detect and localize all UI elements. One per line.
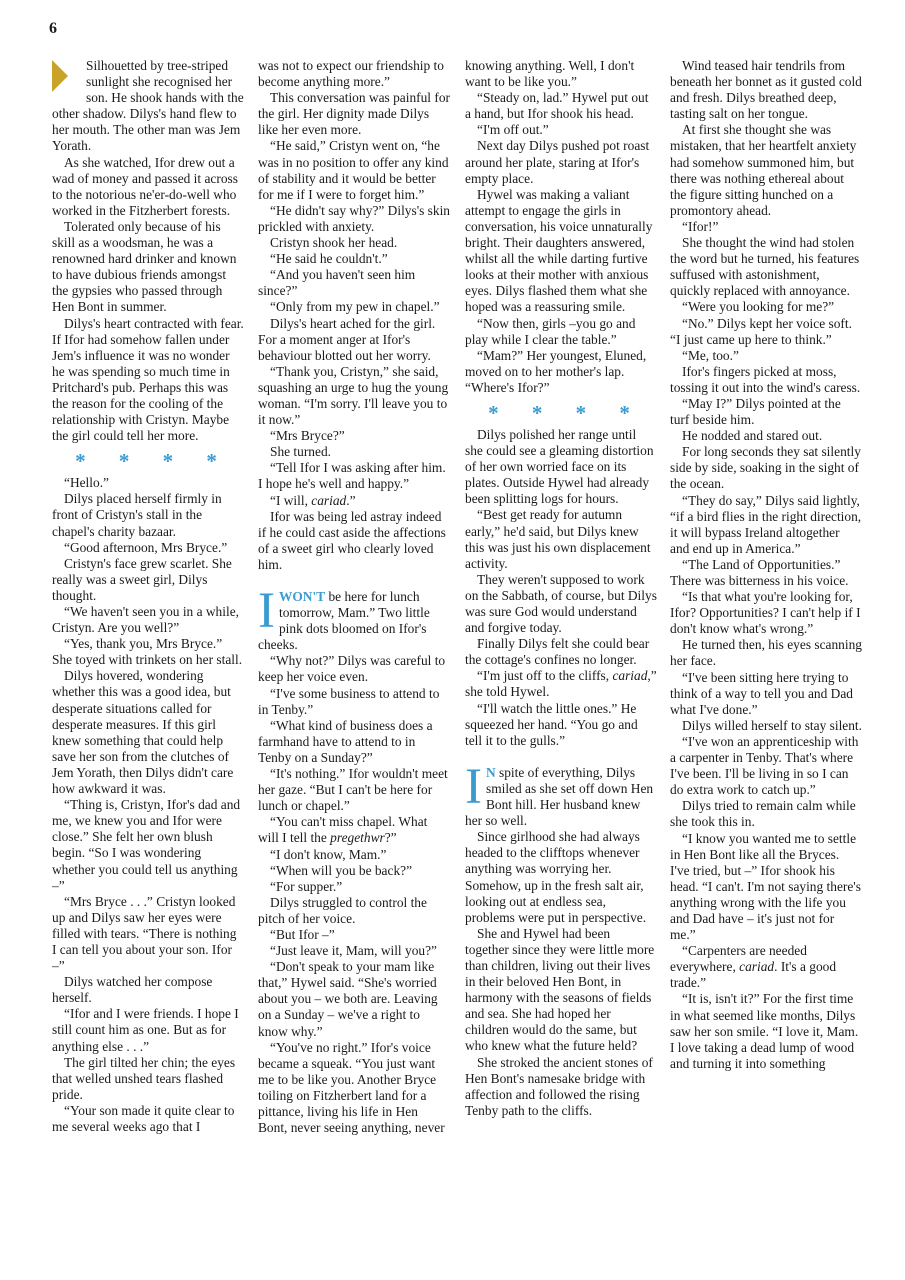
text-column-1: [52, 58, 244, 1135]
section-break-stars: * * * *: [75, 449, 231, 474]
paragraph: Finally Dilys felt she could bear the cottage's confines no longer.: [465, 636, 650, 668]
paragraph: “Were you looking for me?”: [682, 299, 835, 315]
paragraph: “Thing is, Cristyn, Ifor's dad and me, we knew you and Ifor were close.” She felt her own blush begin. “So I was wondering whether you could tell us anything –”: [52, 797, 241, 893]
paragraph: “You've no right.” Ifor's voice became a squeak. “You just want me to be like you. Another Bryce toiling on Fitzherbert land for a pittance, living his life in Hen Bont, never seeing anything, never: [258, 1039, 445, 1136]
paragraph: [258, 814, 450, 846]
paragraph: [670, 943, 862, 991]
paragraph: “It is, isn't it?” For the first time in what seemed like months, Dilys saw her son smile. “I love it, Mam. I love taking a dead lump of wood and turning it into something: [670, 991, 859, 1071]
paragraph: “Hello.”: [64, 475, 109, 491]
lead-in-caps: WON'T: [278, 589, 326, 604]
paragraph: “Only from my pew in chapel.”: [270, 299, 440, 315]
paragraph: “Why not?” Dilys was careful to keep her voice even.: [258, 653, 446, 685]
paragraph: “Is that what you're looking for, Ifor? Opportunities? I can't help if I don't know what's wrong.”: [670, 589, 861, 637]
paragraph: Dilys willed herself to stay silent.: [682, 717, 863, 733]
paragraph: He nodded and stared out.: [682, 428, 823, 444]
emphasis-word: cariad: [739, 959, 775, 975]
paragraph: “May I?” Dilys pointed at the turf beside him.: [670, 395, 841, 428]
emphasis-word: pregethwr: [330, 830, 385, 846]
paragraph: “We haven't seen you in a while, Cristyn. Are you well?”: [52, 604, 239, 636]
paragraph: They weren't supposed to work on the Sabbath, of course, but Dilys was sure God would understand and forgive today.: [465, 571, 657, 636]
paragraph-text: .”: [346, 492, 356, 508]
section-gap: [465, 749, 657, 759]
paragraph: Ifor's fingers picked at moss, tossing it out into the wind's caress.: [670, 363, 861, 395]
paragraph: “Mrs Bryce . . .” Cristyn looked up and Dilys saw her eyes were filled with tears. “There is nothing I can tell you about your son. Ifor –”: [52, 893, 237, 974]
paragraph: Dilys watched her compose herself.: [52, 974, 213, 1006]
paragraph: “Don't speak to your mam like that,” Hywel said. “She's worried about you – we both are. Leaving on a Sunday – we've a right to know why.”: [258, 959, 438, 1039]
paragraph: “I'm off out.”: [477, 122, 549, 138]
drop-cap-letter: I: [465, 758, 482, 815]
paragraph-text: be here for lunch tomorrow, Mam.” Two little pink dots bloomed on Ifor's cheeks.: [258, 589, 430, 653]
section-break-stars: * * * *: [488, 400, 644, 425]
paragraph: “I'll watch the little ones.” He squeezed her hand. “You go and tell it to the gulls.”: [465, 700, 638, 748]
paragraph: Dilys placed herself firmly in front of Cristyn's stall in the chapel's charity bazaar.: [52, 491, 222, 539]
paragraph: Dilys struggled to control the pitch of her voice.: [258, 894, 427, 926]
paragraph-text: ?”: [384, 830, 397, 846]
paragraph: Ifor was being led astray indeed if he could cast aside the affections of a sweet girl who clearly loved him.: [258, 508, 446, 572]
paragraph: “Mam?” Her youngest, Eluned, moved on to her mother's lap. “Where's Ifor?”: [465, 347, 647, 395]
paragraph: She turned.: [270, 444, 331, 460]
paragraph: “They do say,” Dilys said lightly, “if a bird flies in the right direction, it will bypass Ireland altogether and end up in America.”: [670, 492, 862, 556]
paragraph-text: “You can't miss chapel. What will I tell the: [258, 814, 428, 846]
paragraph-text: “Carpenters are needed everywhere,: [670, 943, 807, 975]
text-column-2: [258, 58, 450, 1136]
paragraph: “Best get ready for autumn early,” he'd said, but Dilys knew this was just his own displacement activity.: [465, 507, 651, 571]
paragraph: “Thank you, Cristyn,” she said, squashing an urge to hug the young woman. “I'm sorry. I'll leave you to it now.”: [258, 363, 449, 428]
paragraph: She stroked the ancient stones of Hen Bont's namesake bridge with affection and followed the rising Tenby path to the cliffs.: [465, 1054, 653, 1118]
paragraph: “I've been sitting here trying to think of a way to tell you and Dad what I've done.”: [670, 669, 853, 717]
paragraph: Since girlhood she had always headed to the clifftops whenever anything was worrying her. Somehow, up in the fresh salt air, looking out at endless sea, problems were put in perspective.: [465, 829, 647, 925]
paragraph: Wind teased hair tendrils from beneath her bonnet as it gusted cold and fresh. Dilys breathed deep, tasting salt on her tongue.: [670, 58, 862, 122]
paragraph: knowing anything. Well, I don't want to be like you.”: [465, 58, 635, 90]
paragraph: “He said he couldn't.”: [270, 251, 388, 267]
text-column-3: [465, 58, 657, 1119]
emphasis-word: cariad: [311, 492, 347, 508]
paragraph: “I've some business to attend to in Tenby.”: [258, 685, 440, 717]
paragraph: This conversation was painful for the girl. Her dignity made Dilys like her even more.: [258, 90, 450, 138]
story-columns: [52, 58, 862, 1258]
section-gap: [258, 573, 450, 583]
paragraph: “For supper.”: [270, 878, 343, 894]
paragraph: “I know you wanted me to settle in Hen Bont like all the Bryces. I've tried, but –” Ifor shook his head. “I can't. I'm not saying there's anything wrong with the life you and Dad have – it's just not for me.”: [670, 830, 861, 943]
paragraph: Tolerated only because of his skill as a woodsman, he was a renowned hard drinker and known to have dubious friends amongst the gypsies who passed through Hen Bont in summer.: [52, 218, 237, 315]
paragraph-text: spite of everything, Dilys smiled as she set off down Hen Bont hill. Her husband knew her so well.: [465, 764, 654, 829]
opening-paragraph: [52, 58, 244, 155]
paragraph: “Yes, thank you, Mrs Bryce.” She toyed with trinkets on her stall.: [52, 636, 243, 668]
paragraph: [465, 668, 657, 700]
paragraph: “Tell Ifor I was asking after him. I hope he's well and happy.”: [258, 460, 446, 492]
paragraph: Dilys tried to remain calm while she took this in.: [670, 798, 856, 830]
paragraph: “He didn't say why?” Dilys's skin prickled with anxiety.: [258, 202, 450, 234]
paragraph: “Just leave it, Mam, will you?”: [270, 943, 437, 959]
paragraph: “I don't know, Mam.”: [270, 846, 387, 862]
page-number: 6: [49, 20, 57, 37]
paragraph: “But Ifor –”: [270, 926, 335, 942]
paragraph-text: “I will,: [270, 492, 312, 508]
paragraph: [258, 493, 450, 509]
paragraph: Next day Dilys pushed pot roast around her plate, staring at Ifor's empty place.: [465, 138, 650, 186]
paragraph: For long seconds they sat silently side by side, soaking in the sight of the ocean.: [670, 444, 861, 492]
paragraph: “I've won an apprenticeship with a carpenter in Tenby. That's where I've been. I'll be living in so I can do extra work to catch up.”: [670, 733, 859, 798]
paragraph: Dilys polished her range until she could see a gleaming distortion of her own worried face on its plates. Outside Hywel had already been splitting logs for hours.: [465, 426, 654, 507]
lead-in-caps: N: [485, 764, 496, 780]
drop-cap-paragraph: [258, 583, 450, 653]
paragraph: Dilys's heart contracted with fear. If Ifor had somehow fallen under Jem's influence it was no wonder he was spending so much time in Pritchard's pub. Perhaps this was the reason for the cooling of the relationship with Cristyn. Maybe the girl could tell her more.: [52, 315, 244, 444]
text-column-4: [670, 58, 862, 1072]
paragraph: Dilys hovered, wondering whether this was a good idea, but desperate situations called for desperate measures. If this girl knew something that could help save her son from the clutches of Jem Yorath, then Dilys didn't care how awkward it was.: [52, 668, 234, 797]
paragraph: At first she thought she was mistaken, that her heartfelt anxiety had somehow summoned him, but there was nothing ethereal about the figure sitting hunched on a promontory ahead.: [670, 122, 857, 218]
paragraph: “It's nothing.” Ifor wouldn't meet her gaze. “But I can't be here for lunch or chapel.”: [258, 766, 448, 814]
paragraph-text: . It's a good trade.”: [670, 959, 837, 991]
paragraph: “Steady on, lad.” Hywel put out a hand, but Ifor shook his head.: [465, 90, 649, 122]
paragraph: “He said,” Cristyn went on, “he was in no position to offer any kind of stability and it would be better for me if I were to forget him.”: [258, 138, 449, 202]
paragraph: “Mrs Bryce?”: [270, 428, 345, 444]
paragraph-text: “I'm just off to the cliffs,: [477, 668, 613, 684]
paragraph: The girl tilted her chin; the eyes that welled unshed tears flashed pride.: [52, 1054, 236, 1102]
paragraph: “Your son made it quite clear to me several weeks ago that I: [52, 1102, 235, 1134]
paragraph: “When will you be back?”: [270, 862, 413, 878]
paragraph-text: ,” she told Hywel.: [465, 668, 657, 700]
paragraph: “What kind of business does a farmhand have to attend to in Tenby on a Sunday?”: [258, 717, 433, 765]
emphasis-word: cariad: [612, 668, 648, 684]
paragraph: She and Hywel had been together since they were little more than children, living out their lives in their beloved Hen Bont, in harmony with the seasons of fields and sea. She had hoped her children would do the same, but who knew what the future held?: [465, 925, 655, 1054]
paragraph: “Ifor and I were friends. I hope I still count him as one. But as for anything else . . .”: [52, 1006, 239, 1054]
paragraph: “Ifor!”: [682, 218, 719, 234]
paragraph: She thought the wind had stolen the word but he turned, his features suffused with astonishment, quickly replaced with annoyance.: [670, 235, 860, 299]
paragraph: Dilys's heart ached for the girl. For a moment anger at Ifor's behaviour blotted out her worry.: [258, 315, 436, 363]
drop-cap-paragraph: [465, 758, 657, 829]
paragraph: He turned then, his eyes scanning her face.: [670, 637, 862, 669]
paragraph: “Me, too.”: [682, 347, 739, 363]
paragraph: As she watched, Ifor drew out a wad of money and passed it across to the notorious ne'er-do-well who worked in the Fitzherbert forests.: [52, 154, 238, 218]
paragraph: “The Land of Opportunities.” There was bitterness in his voice.: [670, 556, 849, 588]
paragraph: “And you haven't seen him since?”: [258, 267, 416, 299]
paragraph-text: Silhouetted by tree-striped sunlight she recognised her son. He shook hands with the other shadow. Dilys's hand flew to her mouth. The other man was Jem Yorath.: [52, 58, 244, 154]
drop-cap-letter: I: [258, 583, 275, 639]
paragraph: “Good afternoon, Mrs Bryce.”: [64, 539, 228, 555]
paragraph: “No.” Dilys kept her voice soft. “I just came up here to think.”: [670, 315, 852, 347]
paragraph: Cristyn shook her head.: [270, 235, 398, 251]
triangle-marker-icon: [52, 60, 68, 92]
paragraph: “Now then, girls –you go and play while I clear the table.”: [465, 315, 636, 347]
paragraph: Cristyn's face grew scarlet. She really was a sweet girl, Dilys thought.: [52, 555, 232, 603]
paragraph: Hywel was making a valiant attempt to engage the girls in conversation, his voice unnaturally bright. Their daughters answered, whilst all the while darting furtive looks at their mother with anxious eyes. Dilys flashed them what she hoped was a reassuring smile.: [465, 186, 653, 315]
paragraph: was not to expect our friendship to become anything more.”: [258, 58, 444, 90]
